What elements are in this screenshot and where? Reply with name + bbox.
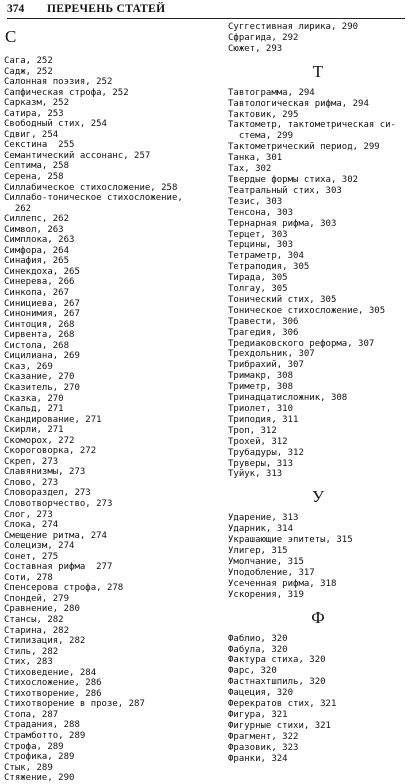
index-entry: Театральный стих, 303 xyxy=(228,185,342,196)
index-entry: Скандирование, 271 xyxy=(4,414,102,425)
index-entry: Стансы, 282 xyxy=(4,614,64,625)
index-entry: Тах, 302 xyxy=(228,164,272,175)
index-entry: Тактовик, 295 xyxy=(228,109,299,120)
index-entry: Улигер, 315 xyxy=(228,546,288,557)
right-column xyxy=(228,22,408,764)
index-entry: Страмботто, 289 xyxy=(4,731,86,741)
index-entry: Тавтограмма, 294 xyxy=(228,87,315,98)
index-entry: Тактометрический период, 299 xyxy=(228,142,380,153)
index-entry: Тредиаковского реформа, 307 xyxy=(228,338,375,349)
index-entry: Ударение, 313 xyxy=(228,513,299,524)
index-entry: Сонет, 275 xyxy=(4,551,59,562)
index-entry: Тетраметр, 304 xyxy=(228,251,304,262)
index-entry: Стопа, 287 xyxy=(4,709,59,720)
index-entry: Сказ, 269 xyxy=(4,361,53,372)
index-entry: Стиль, 282 xyxy=(4,646,59,657)
index-entry: Солецизм, 274 xyxy=(4,541,75,552)
index-entry: Фацеция, 320 xyxy=(228,688,294,699)
index-entry: Синерева, 266 xyxy=(4,277,75,288)
entry-list xyxy=(228,634,408,765)
index-entry: Стихосложение, 286 xyxy=(4,678,102,689)
index-entry: Синафия, 265 xyxy=(4,256,70,267)
letter-section xyxy=(228,55,408,481)
index-entry: Синонимия, 267 xyxy=(4,309,80,320)
section-letter: У xyxy=(311,487,325,507)
letter-section xyxy=(228,601,408,765)
index-entry: Фастнахтшпиль, 320 xyxy=(228,677,326,688)
index-entry: Ферекратов стих, 321 xyxy=(228,699,337,710)
index-entry: Симплока, 263 xyxy=(4,235,75,246)
index-entry: Трехдольник, 307 xyxy=(228,349,315,360)
index-entry: Твердые формы стиха, 302 xyxy=(228,174,359,185)
index-entry: Стихотворение, 286 xyxy=(4,688,102,699)
letter-section xyxy=(228,480,408,600)
index-entry: Синициева, 267 xyxy=(4,298,80,309)
index-entry: Сфрагида, 292 xyxy=(228,32,299,43)
index-entry: Скальд, 271 xyxy=(4,404,64,415)
index-entry: Тенсона, 303 xyxy=(228,207,294,218)
section-letter: С xyxy=(5,27,17,46)
index-entry: Страдания, 288 xyxy=(4,720,80,731)
section-letter: Ф xyxy=(311,607,325,627)
index-entry: Усеченная рифма, 318 xyxy=(228,578,337,589)
index-entry: Стяжение, 290 xyxy=(4,773,75,784)
index-entry: Толгау, 305 xyxy=(228,284,288,295)
index-entry: Стихотворение в прозе, 287 xyxy=(4,699,145,710)
entry-list xyxy=(228,22,408,55)
index-entry: Смещение ритма, 274 xyxy=(4,530,107,541)
index-entry: Тернарная рифма, 303 xyxy=(228,218,337,229)
index-entry: Силлабическое стихосложение, 258 xyxy=(4,182,178,193)
index-entry: Франки, 324 xyxy=(228,753,288,764)
index-entry: Слог, 273 xyxy=(4,509,53,520)
index-entry: Словотворчество, 273 xyxy=(4,498,113,509)
index-entry: Тирада, 305 xyxy=(228,273,288,284)
index-entry: Симфора, 264 xyxy=(4,245,70,256)
index-entry: Стих, 283 xyxy=(4,657,53,668)
index-entry: Украшающие эпитеты, 315 xyxy=(228,535,353,546)
entry-list xyxy=(4,56,219,784)
index-entry: Триолет, 310 xyxy=(228,404,294,414)
index-entry: Сатира, 253 xyxy=(4,108,64,119)
running-header xyxy=(7,3,405,19)
index-entry: Славянизмы, 273 xyxy=(4,467,86,478)
index-entry: Строфа, 289 xyxy=(4,741,64,752)
index-entry: Фразовик, 323 xyxy=(228,742,299,753)
index-entry: Тактометр, тактометрическая си- стема, 299 xyxy=(228,120,396,142)
index-entry: Свободный стих, 254 xyxy=(4,119,107,130)
index-entry: Ударник, 314 xyxy=(228,524,294,535)
index-entry: Секстина 255 xyxy=(4,140,75,151)
index-entry: Старина, 282 xyxy=(4,625,70,636)
index-entry: Тавтологическая рифма, 294 xyxy=(228,98,369,109)
entry-list xyxy=(228,513,408,600)
index-entry: Семантический ассонанс, 257 xyxy=(4,150,151,161)
index-entry: Тринадцатисложник, 308 xyxy=(228,393,348,404)
index-entry: Сдвиг, 254 xyxy=(4,129,59,140)
index-entry: Фактура стиха, 320 xyxy=(228,655,326,666)
index-entry: Словораздел, 273 xyxy=(4,488,91,499)
index-entry: Скирли, 271 xyxy=(4,425,64,436)
index-entry: Слово, 273 xyxy=(4,477,59,488)
index-entry: Скреп, 273 xyxy=(4,456,59,467)
header-rule xyxy=(7,18,405,19)
index-entry: Сага, 252 xyxy=(4,56,53,66)
index-entry: Скоморох, 272 xyxy=(4,435,75,446)
index-entry: Трубадуры, 312 xyxy=(228,447,304,458)
index-entry: Фигура, 321 xyxy=(228,709,288,720)
index-entry: Синкопа, 267 xyxy=(4,288,70,299)
running-title: ПЕРЕЧЕНЬ СТАТЕЙ xyxy=(47,3,166,15)
index-entry: Серена, 258 xyxy=(4,172,64,183)
index-entry: Тезис, 303 xyxy=(228,196,283,207)
index-entry: Спенсерова строфа, 278 xyxy=(4,583,124,594)
index-entry: Сарказм, 252 xyxy=(4,98,70,109)
index-entry: Стиховедение, 284 xyxy=(4,667,97,678)
index-entry: Сирвента, 268 xyxy=(4,330,75,341)
index-entry: Суггестивная лирика, 290 xyxy=(228,22,359,32)
index-entry: Сюжет, 293 xyxy=(228,43,283,54)
index-entry: Сказание, 270 xyxy=(4,372,75,383)
index-entry: Сказитель, 270 xyxy=(4,382,80,393)
index-entry: Умолчание, 315 xyxy=(228,556,304,567)
index-entry: Танка, 301 xyxy=(228,153,283,164)
index-entry: Труверы, 313 xyxy=(228,458,294,469)
section-letter: Т xyxy=(312,61,324,81)
index-entry: Сицилиана, 269 xyxy=(4,351,80,362)
index-entry: Садж, 252 xyxy=(4,66,53,77)
index-entry: Троп, 312 xyxy=(228,425,277,436)
sections xyxy=(228,55,408,765)
index-entry: Триметр, 308 xyxy=(228,382,294,393)
index-entry: Синекдоха, 265 xyxy=(4,266,80,277)
index-entry: Терцины, 303 xyxy=(228,240,294,251)
index-entry: Туйук, 313 xyxy=(228,469,283,480)
index-entry: Трохей, 312 xyxy=(228,436,288,447)
index-entry: Сравнение, 280 xyxy=(4,604,80,615)
index-entry: Уподобление, 317 xyxy=(228,567,315,578)
index-entry: Систола, 268 xyxy=(4,340,70,351)
left-column xyxy=(4,22,219,784)
index-entry: Триподия, 311 xyxy=(228,414,299,425)
index-entry: Септима, 258 xyxy=(4,161,70,172)
index-entry: Тоническое стихосложение, 305 xyxy=(228,305,386,316)
index-entry: Тетраподия, 305 xyxy=(228,262,310,273)
index-entry: Спондей, 279 xyxy=(4,593,70,604)
index-entry: Соти, 278 xyxy=(4,572,53,583)
index-entry: Составная рифма 277 xyxy=(4,562,113,573)
index-entry: Символ, 263 xyxy=(4,224,64,235)
index-entry: Фаблио, 320 xyxy=(228,633,288,644)
index-entry: Слока, 274 xyxy=(4,520,59,531)
index-entry: Стилизация, 282 xyxy=(4,636,86,647)
index-entry: Строфика, 289 xyxy=(4,752,75,763)
index-entry: Ускорения, 319 xyxy=(228,589,304,600)
index-entry: Синтоция, 268 xyxy=(4,319,75,330)
index-entry: Трагедия, 306 xyxy=(228,327,299,338)
index-entry: Салонная поэзия, 252 xyxy=(4,77,113,88)
index-entry: Фрагмент, 322 xyxy=(228,731,299,742)
index-entry: Тонический стих, 305 xyxy=(228,294,337,305)
index-entry: Тримакр, 308 xyxy=(228,371,294,382)
index-entry: Терцет, 303 xyxy=(228,229,288,240)
index-entry: Стык, 289 xyxy=(4,762,53,773)
index-entry: Силлабо-тоническое стихосложение, 262 xyxy=(4,193,183,214)
index-entry: Фабула, 320 xyxy=(228,644,288,655)
index-entry: Сказка, 270 xyxy=(4,393,64,404)
index-entry: Фарс, 320 xyxy=(228,666,277,677)
index-entry: Сапфическая строфа, 252 xyxy=(4,87,129,98)
index-entry: Травести, 306 xyxy=(228,316,299,327)
entry-list xyxy=(228,88,408,481)
index-entry: Фигурные стихи, 321 xyxy=(228,720,331,731)
index-entry: Скороговорка, 272 xyxy=(4,446,97,457)
index-entry: Трибрахий, 307 xyxy=(228,360,304,371)
page-number: 374 xyxy=(7,3,25,15)
index-entry: Силлепс, 262 xyxy=(4,214,70,225)
